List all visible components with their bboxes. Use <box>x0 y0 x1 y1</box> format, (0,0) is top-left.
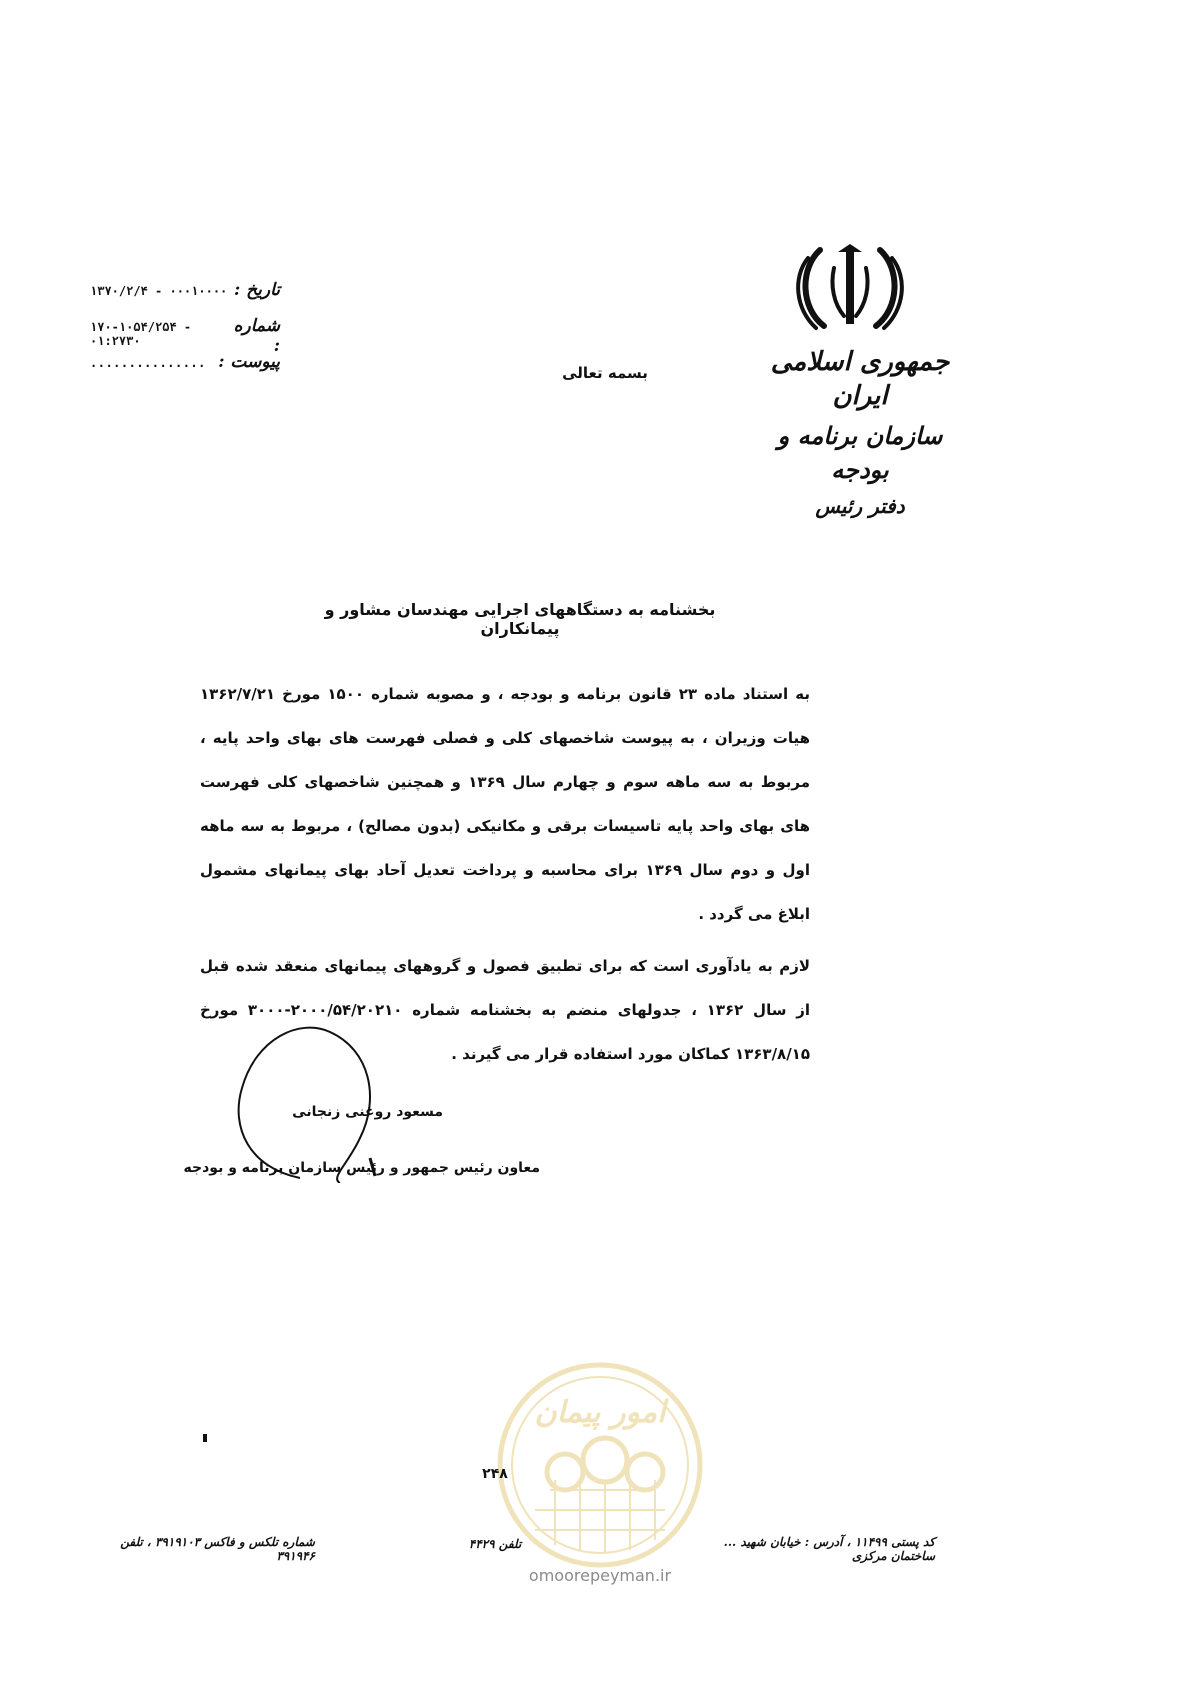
signer-title: معاون رئیس جمهور و رئیس سازمان برنامه و بودجه <box>183 1160 540 1176</box>
circular-title: بخشنامه به دستگاههای اجرایی مهندسان مشاور و پیمانکاران <box>324 600 716 638</box>
date-label: تاریخ : <box>233 280 280 300</box>
footer-phone: تلفن ۴۴۲۹ <box>468 1537 522 1551</box>
letter-meta <box>90 280 280 388</box>
body-paragraph-1: به استناد ماده ۲۳ قانون برنامه و بودجه ، و مصوبه شماره ۱۵۰۰ مورخ ۱۳۶۲/۷/۲۱ هیات وزیران ، به پیوست شاخصهای کلی و فصلی فهرست های بهای واحد پایه ، مربوط به سه ماهه سوم و چهارم سال ۱۳۶۹ و همچنین شاخصهای کلی فهرست های بهای واحد پایه تاسیسات برقی و مکانیکی (بدون مصالح) ، مربوط به سه ماهه اول و دوم سال ۱۳۶۹ برای محاسبه و پرداخت تعدیل آحاد بهای پیمانهای مشمول ابلاغ می گردد . <box>200 685 810 923</box>
organization-name: سازمان برنامه و بودجه <box>777 421 943 484</box>
signer-name: مسعود روغنی زنجانی <box>292 1104 443 1120</box>
attachment-value: ............... <box>90 356 206 370</box>
handwritten-signature <box>230 1018 430 1183</box>
date-value: ۱۳۷۰/۲/۴ - ۰۰۰۱۰۰۰۰ <box>90 284 228 298</box>
ink-mark <box>203 1434 207 1442</box>
country-name: جمهوری اسلامی ایران <box>770 347 950 411</box>
number-label: شماره : <box>233 316 280 356</box>
page-number: ۲۴۸ <box>482 1466 508 1482</box>
attachment-label: پیوست : <box>218 352 280 372</box>
watermark-text: امور پیمان <box>534 1395 666 1430</box>
footer-fax: شماره تلکس و فاکس ۳۹۱۹۱۰۳ ، تلفن ۳۹۱۹۴۶ <box>120 1535 315 1563</box>
footer-address: کد پستی ۱۱۴۹۹ ، آدرس : خیابان شهید ... ساختمان مرکزی <box>723 1535 935 1563</box>
number-value: ۱۷۰-۱۰۵۴/۲۵۴ - ۰۱:۲۷۳۰ <box>90 320 192 348</box>
body-paragraph-2: لازم به یادآوری است که برای تطبیق فصول و گروههای پیمانهای منعقد شده قبل از سال ۱۳۶۲ ، جدولهای منضم به بخشنامه شماره ۲۰۰۰/۵۴/۲۰۲۱۰-۳۰۰۰ مورخ ۱۳۶۳/۸/۱۵ کماکان مورد استفاده قرار می گیرند . <box>200 957 811 1063</box>
iran-emblem-icon <box>790 238 910 338</box>
invocation: بسمه تعالی <box>562 364 648 382</box>
office-name: دفتر رئیس <box>815 494 905 518</box>
watermark-domain: omoorepeyman.ir <box>528 1566 672 1585</box>
organization-letterhead <box>760 345 960 521</box>
